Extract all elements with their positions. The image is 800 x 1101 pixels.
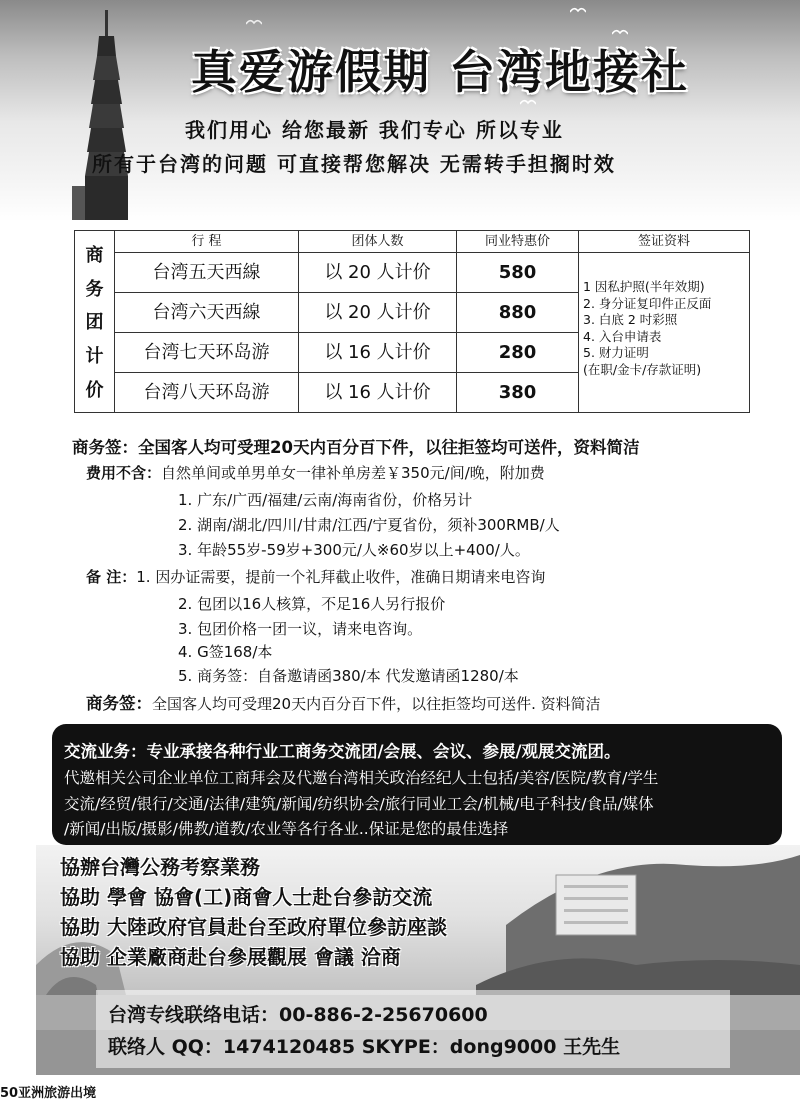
side-label-char: 团: [85, 312, 104, 334]
fee-exclusion: [86, 462, 545, 483]
page-title: 真爱游假期 台湾地接社: [190, 45, 689, 99]
page-footer-label: 50亚洲旅游出境: [0, 1086, 97, 1101]
seagull-icon: [246, 18, 262, 26]
side-label-char: 价: [85, 380, 104, 402]
visa-item: 2. 身分证复印件正反面: [583, 295, 712, 311]
price-table: [74, 230, 750, 413]
table-side-label: [75, 231, 115, 412]
visa-item: 1 因私护照(半年效期): [583, 279, 705, 294]
remarks: [86, 566, 545, 587]
side-label-char: 务: [85, 278, 104, 300]
fee-item: 1. 广东/广西/福建/云南/海南省份，价格另计: [178, 491, 473, 509]
visa-item: (在职/金卡/存款证明): [583, 361, 702, 377]
remark-label: 备 注：: [86, 568, 137, 586]
group-size-cell: 以 20 人计价: [299, 293, 457, 333]
assist-item: 協辦台灣公務考察業務: [60, 855, 260, 879]
price-cell: 380: [457, 373, 579, 412]
visa-item: 4. 入台申请表: [583, 328, 662, 344]
column-header-group: 团体人数: [299, 231, 457, 253]
column-header-price: 同业特惠价: [457, 231, 579, 253]
business-visa-text: 全国客人均可受理20天内百分百下件，以往拒签均可送件. 资料简洁: [152, 695, 601, 713]
column-header-visa: 签证资料: [579, 231, 749, 253]
assist-item: 協助 大陸政府官員赴台至政府單位參訪座談: [60, 915, 447, 939]
remark-item: 3. 包团价格一团一议，请来电咨询。: [178, 620, 423, 638]
business-visa-heading: 商务签：全国客人均可受理20天内百分百下件，以往拒签均可送件，资料简洁: [72, 438, 640, 457]
price-cell: 880: [457, 293, 579, 333]
exchange-heading: 交流业务：专业承接各种行业工商务交流团/会展、会议、参展/观展交流团。: [64, 742, 621, 761]
business-visa-label: 商务签：: [86, 694, 152, 713]
route-cell: 台湾六天西線: [115, 293, 299, 333]
exchange-business-box: [52, 724, 782, 845]
visa-item: 5. 财力证明: [583, 345, 649, 360]
business-visa-note: [86, 690, 601, 714]
route-cell: 台湾七天环岛游: [115, 333, 299, 373]
remark-item: 1. 因办证需要，提前一个礼拜截止收件，准确日期请来电咨询: [136, 568, 546, 586]
tagline-1: 我们用心 给您最新 我们专心 所以专业: [185, 118, 564, 142]
contact-person: 联络人 QQ：1474120485 SKYPE：dong9000 王先生: [108, 1036, 621, 1058]
remark-item: 5. 商务签：自备邀请函380/本 代发邀请函1280/本: [178, 667, 519, 685]
assist-item: 協助 企業廠商赴台參展觀展 會議 洽商: [60, 945, 401, 969]
exchange-line: /新闻/出版/摄影/佛教/道教/农业等各行各业..保证是您的最佳选择: [64, 820, 509, 838]
route-cell: 台湾八天环岛游: [115, 373, 299, 412]
price-cell: 280: [457, 333, 579, 373]
remark-item: 4. G签168/本: [178, 643, 273, 661]
side-label-char: 计: [85, 346, 104, 368]
route-cell: 台湾五天西線: [115, 253, 299, 293]
group-size-cell: 以 16 人计价: [299, 333, 457, 373]
group-size-cell: 以 20 人计价: [299, 253, 457, 293]
price-cell: 580: [457, 253, 579, 293]
assist-item: 協助 學會 協會(工)商會人士赴台參訪交流: [60, 885, 433, 909]
fee-item: 3. 年龄55岁-59岁+300元/人※60岁以上+400/人。: [178, 541, 530, 559]
visa-item: 3. 白底 2 吋彩照: [583, 312, 678, 327]
header-banner: [0, 0, 800, 222]
visa-requirements: [579, 253, 749, 412]
remark-item: 2. 包团以16人核算，不足16人另行报价: [178, 595, 446, 613]
contact-phone: 台湾专线联络电话：00-886-2-25670600: [108, 1004, 488, 1026]
fee-label: 费用不含：: [86, 464, 162, 482]
seagull-icon: [612, 28, 628, 36]
exchange-line: 交流/经贸/银行/交通/法律/建筑/新闻/纺织协会/旅行同业工会/机械/电子科技/食品/媒体: [64, 795, 654, 813]
exchange-line: 代邀相关公司企业单位工商拜会及代邀台湾相关政治经纪人士包括/美容/医院/教育/学生: [64, 769, 659, 787]
column-header-route: 行 程: [115, 231, 299, 253]
fee-text: 自然单间或单男单女一律补单房差￥350元/间/晚，附加费: [161, 464, 545, 482]
group-size-cell: 以 16 人计价: [299, 373, 457, 412]
side-label-char: 商: [85, 244, 104, 266]
seagull-icon: [570, 6, 586, 14]
tagline-2: 所有于台湾的问题 可直接帮您解决 无需转手担搁时效: [92, 152, 616, 176]
fee-item: 2. 湖南/湖北/四川/甘肃/江西/宁夏省份，须补300RMB/人: [178, 516, 560, 534]
